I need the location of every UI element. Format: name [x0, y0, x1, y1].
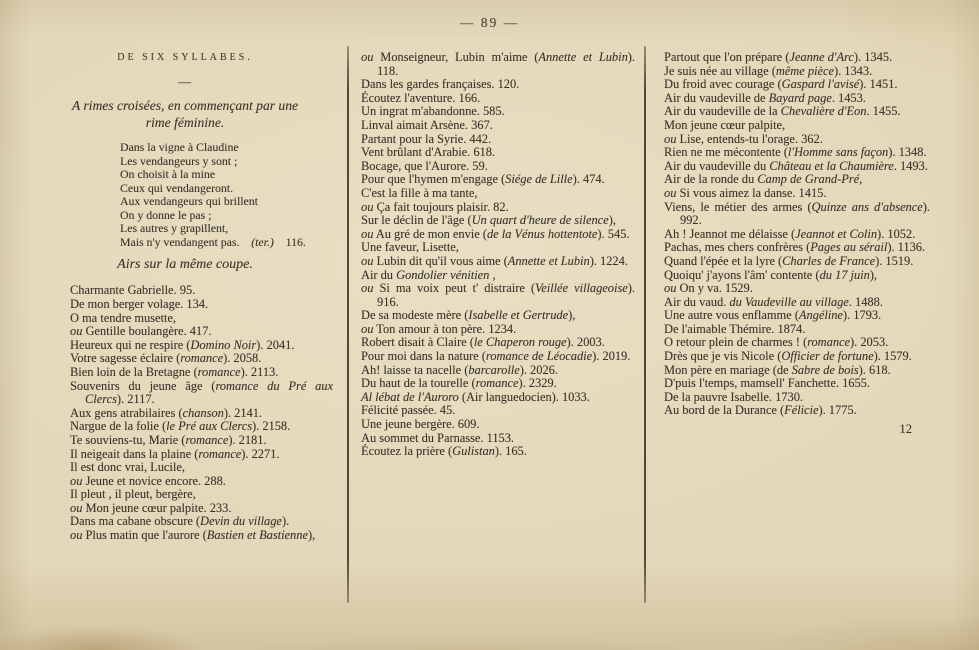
toc-entry: Air du vaud. du Vaudeville au village. 1488. — [664, 294, 883, 309]
toc-entry: Du haut de la tourelle (romance). 2329. — [361, 376, 557, 391]
toc-entry: O ma tendre musette, — [70, 310, 176, 325]
toc-entry: Votre sagesse éclaire (romance). 2058. — [70, 351, 262, 366]
toc-entry: Charmante Gabrielle. 95. — [70, 283, 196, 298]
toc-entry: Un ingrat m'abandonne. 585. — [361, 104, 505, 119]
toc-entry: Partant pour la Syrie. 442. — [361, 131, 492, 146]
toc-entry: ou Plus matin que l'aurore (Bastien et Bastienne), — [70, 528, 316, 543]
toc-entry: Robert disait à Claire (le Chaperon rouge). 2003. — [361, 335, 605, 350]
toc-entry: D'puis l'temps, mamsell' Fanchette. 1655. — [664, 376, 870, 391]
rhyme-subheading — [35, 98, 335, 131]
column-divider-right — [644, 46, 646, 603]
toc-entry: ou Ton amour à ton père. 1234. — [361, 321, 517, 336]
toc-entry: ou On y va. 1529. — [664, 281, 753, 296]
toc-entry: Il pleut , il pleut, bergère, — [70, 487, 196, 502]
toc-entry: Viens, le métier des armes (Quinze ans d'absence). 992. — [664, 199, 930, 228]
section-heading: DE SIX SYLLABES. — [117, 52, 253, 63]
toc-entry: ou Lise, entends-tu l'orage. 362. — [664, 131, 823, 146]
toc-entry: Bien loin de la Bretagne (romance). 2113. — [70, 364, 279, 379]
signature-number: 12 — [899, 422, 912, 437]
toc-entry: Pachas, mes chers confrères (Pages au sérail). 1136. — [664, 240, 926, 255]
left-column — [35, 46, 335, 543]
verse-line: Mais n'y vendangent pas. (ter.) 116. — [120, 234, 306, 249]
subheading-line: A rimes croisées, en commençant par une — [71, 98, 299, 113]
toc-entry: Air du vaudeville du Château et la Chaumière. 1493. — [664, 158, 928, 173]
verse-line: On choisit à la mine — [120, 167, 216, 182]
right-entries-list — [664, 51, 930, 418]
toc-entry: Mon jeune cœur palpite, — [664, 117, 786, 132]
toc-entry: Écoutez l'aventure. 166. — [361, 90, 481, 105]
toc-entry: Dans ma cabane obscure (Devin du village). — [70, 514, 290, 529]
toc-entry: ou Monseigneur, Lubin m'aime (Annette et Lubin). 118. — [361, 50, 635, 78]
verse-line: Les vendangeurs y sont ; — [120, 153, 238, 168]
toc-entry: Quoiqu' j'ayons l'âm' contente (du 17 juin), — [664, 267, 878, 282]
toc-entry: Air du Gondolier vénitien , — [361, 267, 496, 282]
verse-line: Dans la vigne à Claudine — [120, 140, 239, 154]
toc-entry: Heureux qui ne respire (Domino Noir). 2041. — [70, 337, 295, 352]
toc-entry: C'est la fille à ma tante, — [361, 185, 478, 200]
toc-entry: Félicité passée. 45. — [361, 403, 456, 418]
toc-entry: ou Gentille boulangère. 417. — [70, 324, 212, 339]
toc-entry: O retour plein de charmes ! (romance). 2053. — [664, 335, 889, 350]
toc-entry: Al lébat de l'Auroro (Air languedocien). 1033. — [361, 389, 590, 404]
toc-entry: Ah! laisse ta nacelle (barcarolle). 2026. — [361, 362, 558, 377]
toc-entry: Sur le déclin de l'âge (Un quart d'heure de silence), — [361, 213, 616, 228]
verse-line: On y donne le pas ; — [120, 207, 212, 222]
toc-entry: Pour que l'hymen m'engage (Siége de Lille). 474. — [361, 172, 605, 187]
toc-entry: Air de la ronde du Camp de Grand-Pré, — [664, 172, 863, 187]
verse-block — [120, 141, 335, 249]
toc-entry: ou Au gré de mon envie (de la Vénus hottentote). 545. — [361, 226, 630, 241]
toc-entry: ou Si vous aimez la danse. 1415. — [664, 185, 827, 200]
toc-entry: Au bord de la Durance (Félicie). 1775. — [664, 403, 857, 418]
toc-entry: ou Lubin dit qu'il vous aime (Annette et Lubin). 1224. — [361, 253, 628, 268]
airs-heading: Airs sur la même coupe. — [117, 257, 253, 273]
toc-entry: Drès que je vis Nicole (Officier de fortune). 1579. — [664, 349, 912, 364]
toc-entry: De sa modeste mère (Isabelle et Gertrude), — [361, 308, 576, 323]
column-divider-left — [347, 46, 349, 603]
subheading-line: rime féminine. — [145, 114, 225, 130]
right-column — [664, 51, 930, 437]
toc-entry: Au sommet du Parnasse. 1153. — [361, 430, 515, 445]
middle-column — [361, 51, 635, 459]
toc-entry: Te souviens-tu, Marie (romance). 2181. — [70, 432, 267, 447]
toc-entry: Je suis née au village (même pièce). 1343. — [664, 63, 873, 78]
verse-line: Les autres y grapillent, — [120, 221, 229, 236]
toc-entry: Air du vaudeville de Bayard page. 1453. — [664, 90, 866, 105]
toc-entry: De l'aimable Thémire. 1874. — [664, 321, 806, 336]
verse-line: Aux vendangeurs qui brillent — [120, 194, 258, 209]
toc-entry: Bocage, que l'Aurore. 59. — [361, 158, 488, 173]
left-entries-list — [70, 284, 333, 542]
toc-entry: ou Si ma voix peut t' distraire (Veillée villageoise). 916. — [361, 281, 636, 309]
separator-dash: — — [178, 74, 192, 89]
page-number-header: — 89 — — [459, 15, 520, 30]
toc-entry: ou Mon jeune cœur palpite. 233. — [70, 500, 232, 515]
toc-entry: Linval aimait Arsène. 367. — [361, 117, 493, 132]
toc-entry: Il neigeait dans la plaine (romance). 2271. — [70, 446, 280, 461]
toc-entry: Aux gens atrabilaires (chanson). 2141. — [70, 405, 263, 420]
toc-entry: Une faveur, Lisette, — [361, 240, 459, 255]
middle-entries-list — [361, 51, 635, 459]
toc-entry: Une jeune bergère. 609. — [361, 417, 480, 432]
toc-entry: Ah ! Jeannot me délaisse (Jeannot et Colin). 1052. — [664, 226, 916, 241]
toc-entry: De mon berger volage. 134. — [70, 296, 209, 311]
toc-entry: Nargue de la folie (le Pré aux Clercs). 2158. — [70, 419, 291, 434]
toc-entry: Pour moi dans la nature (romance de Léocadie). 2019. — [361, 349, 631, 364]
toc-entry: Du froid avec courage (Gaspard l'avisé). 1451. — [664, 77, 898, 92]
toc-entry: De la pauvre Isabelle. 1730. — [664, 389, 803, 404]
toc-entry: Quand l'épée et la lyre (Charles de France). 1519. — [664, 253, 914, 268]
verse-line: Ceux qui vendangeront. — [120, 180, 234, 195]
toc-entry: Écoutez la prière (Gulistan). 165. — [361, 444, 527, 459]
toc-entry: Dans les gardes françaises. 120. — [361, 77, 520, 92]
toc-entry: Il est donc vrai, Lucile, — [70, 460, 185, 475]
toc-entry: Souvenirs du jeune âge (romance du Pré aux Clercs). 2117. — [70, 378, 333, 407]
toc-entry: Vent brûlant d'Arabie. 618. — [361, 145, 496, 160]
toc-entry: ou Ça fait toujours plaisir. 82. — [361, 199, 509, 214]
toc-entry: ou Jeune et novice encore. 288. — [70, 473, 226, 488]
toc-entry: Mon père en mariage (de Sabre de bois). 618. — [664, 362, 891, 377]
toc-entry: Une autre vous enflamme (Angéline). 1793. — [664, 308, 882, 323]
toc-entry: Partout que l'on prépare (Jeanne d'Arc). 1345. — [664, 50, 893, 64]
toc-entry: Air du vaudeville de la Chevalière d'Eon. 1455. — [664, 104, 901, 119]
toc-entry: Rien ne me mécontente (l'Homme sans façon). 1348. — [664, 145, 927, 160]
